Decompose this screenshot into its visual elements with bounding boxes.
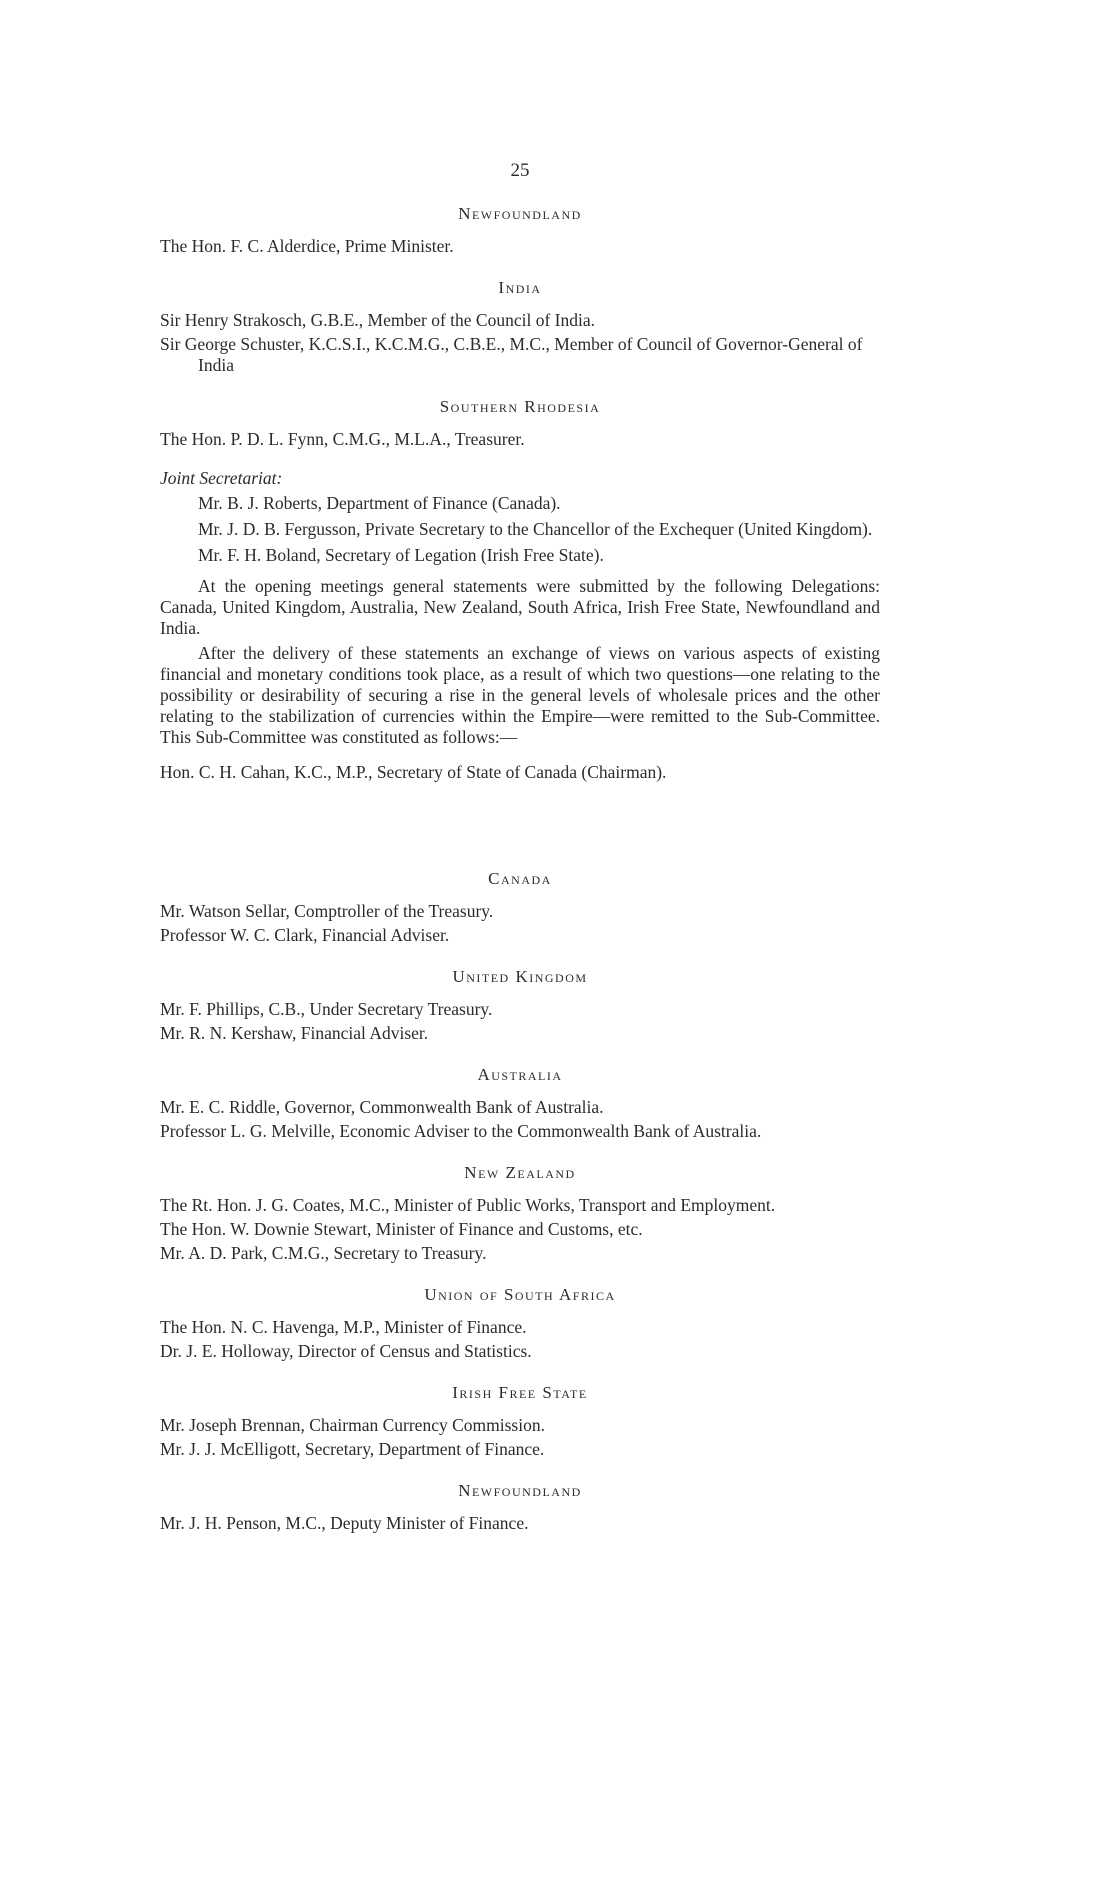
section-lower bbox=[160, 868, 880, 1537]
member-entry: Dr. J. E. Holloway, Director of Census and Statistics. bbox=[160, 1341, 532, 1361]
chairman-entry: Hon. C. H. Cahan, K.C., M.P., Secretary of State of Canada (Chairman). bbox=[160, 762, 667, 782]
member-entry: Mr. J. J. McElligott, Secretary, Department of Finance. bbox=[160, 1439, 545, 1459]
member-entry: Mr. E. C. Riddle, Governor, Commonwealth Bank of Australia. bbox=[160, 1097, 604, 1117]
body-paragraph: After the delivery of these statements an exchange of views on various aspects of existing financial and monetary conditions took place, as a result of which two questions—one relating to the possibility or desirability of securing a rise in the general levels of wholesale prices and the other relating to the stabilization of currencies within the Empire—were remitted to the Sub-Committee. This Sub-Committee was constituted as follows:— bbox=[160, 643, 880, 747]
heading-india: India bbox=[498, 278, 542, 297]
heading-south-africa: Union of South Africa bbox=[424, 1285, 616, 1304]
member-entry: Mr. R. N. Kershaw, Financial Adviser. bbox=[160, 1023, 429, 1043]
member-entry: The Hon. N. C. Havenga, M.P., Minister of Finance. bbox=[160, 1317, 527, 1337]
heading-newfoundland: Newfoundland bbox=[458, 1481, 582, 1500]
secretariat-entry: Mr. J. D. B. Fergusson, Private Secretary to the Chancellor of the Exchequer (United Kingdom). bbox=[198, 519, 873, 539]
member-entry: Professor W. C. Clark, Financial Adviser. bbox=[160, 925, 450, 945]
joint-secretariat-list bbox=[160, 493, 880, 566]
body-paragraph: At the opening meetings general statements were submitted by the following Delegations: Canada, United Kingdom, Australia, New Zealand, South Africa, Irish Free State, Newfoundland and India. bbox=[160, 576, 880, 638]
member-entry: Sir George Schuster, K.C.S.I., K.C.M.G., C.B.E., M.C., Member of Council of Governor-General of India bbox=[160, 334, 863, 375]
member-entry: Mr. Joseph Brennan, Chairman Currency Commission. bbox=[160, 1415, 545, 1435]
member-entry: Mr. J. H. Penson, M.C., Deputy Minister of Finance. bbox=[160, 1513, 529, 1533]
heading-southern-rhodesia: Southern Rhodesia bbox=[439, 397, 601, 416]
member-entry: Mr. Watson Sellar, Comptroller of the Treasury. bbox=[160, 901, 494, 921]
member-entry: The Hon. F. C. Alderdice, Prime Minister. bbox=[160, 236, 454, 256]
joint-secretariat-label: Joint Secretariat: bbox=[160, 468, 283, 488]
page-number: 25 bbox=[510, 160, 530, 181]
member-entry: Sir Henry Strakosch, G.B.E., Member of the Council of India. bbox=[160, 310, 595, 330]
heading-australia: Australia bbox=[477, 1065, 563, 1084]
secretariat-entry: Mr. F. H. Boland, Secretary of Legation (Irish Free State). bbox=[198, 545, 604, 565]
heading-irish-free-state: Irish Free State bbox=[452, 1383, 588, 1402]
member-entry: The Hon. W. Downie Stewart, Minister of Finance and Customs, etc. bbox=[160, 1219, 643, 1239]
member-entry: Mr. F. Phillips, C.B., Under Secretary Treasury. bbox=[160, 999, 493, 1019]
member-entry: The Hon. P. D. L. Fynn, C.M.G., M.L.A., Treasurer. bbox=[160, 429, 525, 449]
heading-united-kingdom: United Kingdom bbox=[452, 967, 588, 986]
heading-newfoundland: Newfoundland bbox=[458, 204, 582, 223]
member-entry: Mr. A. D. Park, C.M.G., Secretary to Treasury. bbox=[160, 1243, 487, 1263]
section-upper bbox=[160, 203, 880, 786]
heading-new-zealand: New Zealand bbox=[464, 1163, 576, 1182]
secretariat-entry: Mr. B. J. Roberts, Department of Finance (Canada). bbox=[198, 493, 561, 513]
member-entry: Professor L. G. Melville, Economic Adviser to the Commonwealth Bank of Australia. bbox=[160, 1121, 762, 1141]
member-entry: The Rt. Hon. J. G. Coates, M.C., Minister of Public Works, Transport and Employment. bbox=[160, 1195, 776, 1215]
heading-canada: Canada bbox=[488, 869, 552, 888]
